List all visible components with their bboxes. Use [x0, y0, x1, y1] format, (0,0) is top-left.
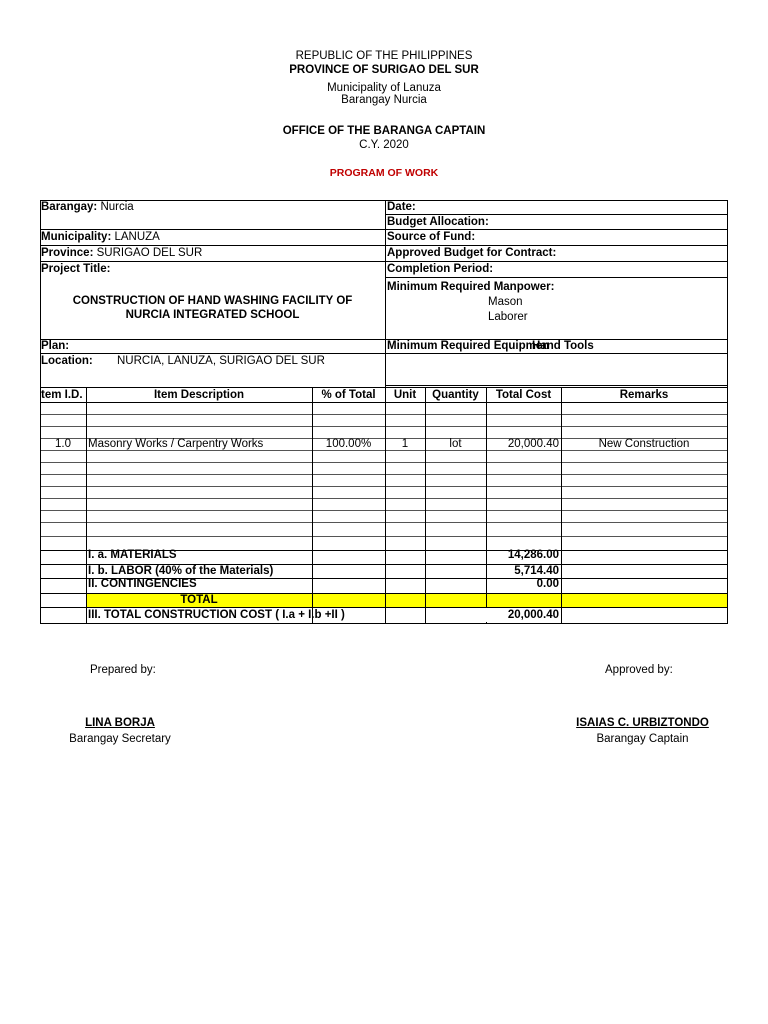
- col-header-description: Item Description: [153, 389, 245, 401]
- row-total-cost: 20,000.40: [507, 438, 559, 450]
- col-header-total-cost: Total Cost: [495, 389, 552, 401]
- office-heading: OFFICE OF THE BARANGA CAPTAIN: [282, 125, 486, 137]
- contingencies-label: II. CONTINGENCIES: [88, 578, 197, 590]
- prepared-by-label: Prepared by:: [90, 664, 156, 676]
- municipality-field: [41, 230, 160, 244]
- barangay-heading: Barangay Nurcia: [341, 94, 427, 106]
- prepared-by-name: LINA BORJA: [85, 717, 155, 729]
- col-header-item-id: tem I.D.: [41, 389, 83, 401]
- barangay-field: [41, 200, 134, 214]
- program-of-work-table: [40, 200, 728, 624]
- province-label: Province:: [41, 247, 94, 259]
- project-title-line2: NURCIA INTEGRATED SCHOOL: [125, 309, 300, 321]
- approved-by-name: ISAIAS C. URBIZTONDO: [576, 717, 709, 729]
- province-value: SURIGAO DEL SUR: [96, 247, 203, 259]
- budget-allocation-label: Budget Allocation:: [387, 216, 489, 228]
- barangay-label: Barangay:: [41, 201, 98, 213]
- approved-by-title: Barangay Captain: [596, 733, 689, 745]
- province-field: [41, 246, 202, 260]
- row-quantity: lot: [449, 438, 462, 450]
- location-label: Location:: [41, 355, 93, 367]
- construction-cost-label: III. TOTAL CONSTRUCTION COST ( I.a + I.b +II ): [88, 609, 345, 621]
- row-remarks: New Construction: [598, 438, 690, 450]
- col-header-quantity: Quantity: [432, 389, 479, 401]
- location-value: NURCIA, LANUZA, SURIGAO DEL SUR: [117, 355, 325, 367]
- prepared-by-title: Barangay Secretary: [69, 733, 171, 745]
- municipality-heading: Municipality of Lanuza: [327, 82, 441, 94]
- materials-value: 14,286.00: [507, 549, 559, 561]
- approved-by-label: Approved by:: [605, 664, 673, 676]
- manpower-item-laborer: Laborer: [488, 311, 528, 323]
- plan-label: Plan:: [41, 340, 70, 352]
- year-heading: C.Y. 2020: [359, 139, 409, 151]
- row-percent: 100.00%: [325, 438, 372, 450]
- contingencies-value: 0.00: [536, 578, 559, 590]
- date-label: Date:: [387, 201, 416, 213]
- total-label: TOTAL: [180, 594, 218, 606]
- labor-label: I. b. LABOR (40% of the Materials): [88, 565, 274, 577]
- republic-heading: REPUBLIC OF THE PHILIPPINES: [295, 50, 473, 62]
- manpower-label: Minimum Required Manpower:: [387, 281, 555, 293]
- municipality-label: Municipality:: [41, 231, 112, 243]
- col-header-percent: % of Total: [321, 389, 376, 401]
- equipment-label: Minimum Required Equipmen: [387, 340, 550, 352]
- manpower-item-mason: Mason: [488, 296, 523, 308]
- labor-value: 5,714.40: [514, 565, 559, 577]
- barangay-value: Nurcia: [100, 201, 134, 213]
- province-heading: PROVINCE OF SURIGAO DEL SUR: [289, 64, 479, 76]
- project-title-line1: CONSTRUCTION OF HAND WASHING FACILITY OF: [72, 295, 353, 307]
- col-header-remarks: Remarks: [619, 389, 669, 401]
- source-of-fund-label: Source of Fund:: [387, 231, 476, 243]
- row-description: Masonry Works / Carpentry Works: [88, 438, 264, 450]
- program-of-work-title: PROGRAM OF WORK: [329, 167, 439, 179]
- materials-label: I. a. MATERIALS: [88, 549, 177, 561]
- row-unit: 1: [401, 438, 409, 450]
- project-title-label: Project Title:: [41, 263, 111, 275]
- row-item-id: 1.0: [55, 438, 71, 450]
- completion-period-label: Completion Period:: [387, 263, 494, 275]
- equipment-value: Hand Tools: [532, 340, 594, 352]
- construction-cost-value: 20,000.40: [486, 608, 559, 622]
- col-header-unit: Unit: [393, 389, 417, 401]
- municipality-value: LANUZA: [114, 231, 160, 243]
- approved-budget-label: Approved Budget for Contract:: [387, 247, 557, 259]
